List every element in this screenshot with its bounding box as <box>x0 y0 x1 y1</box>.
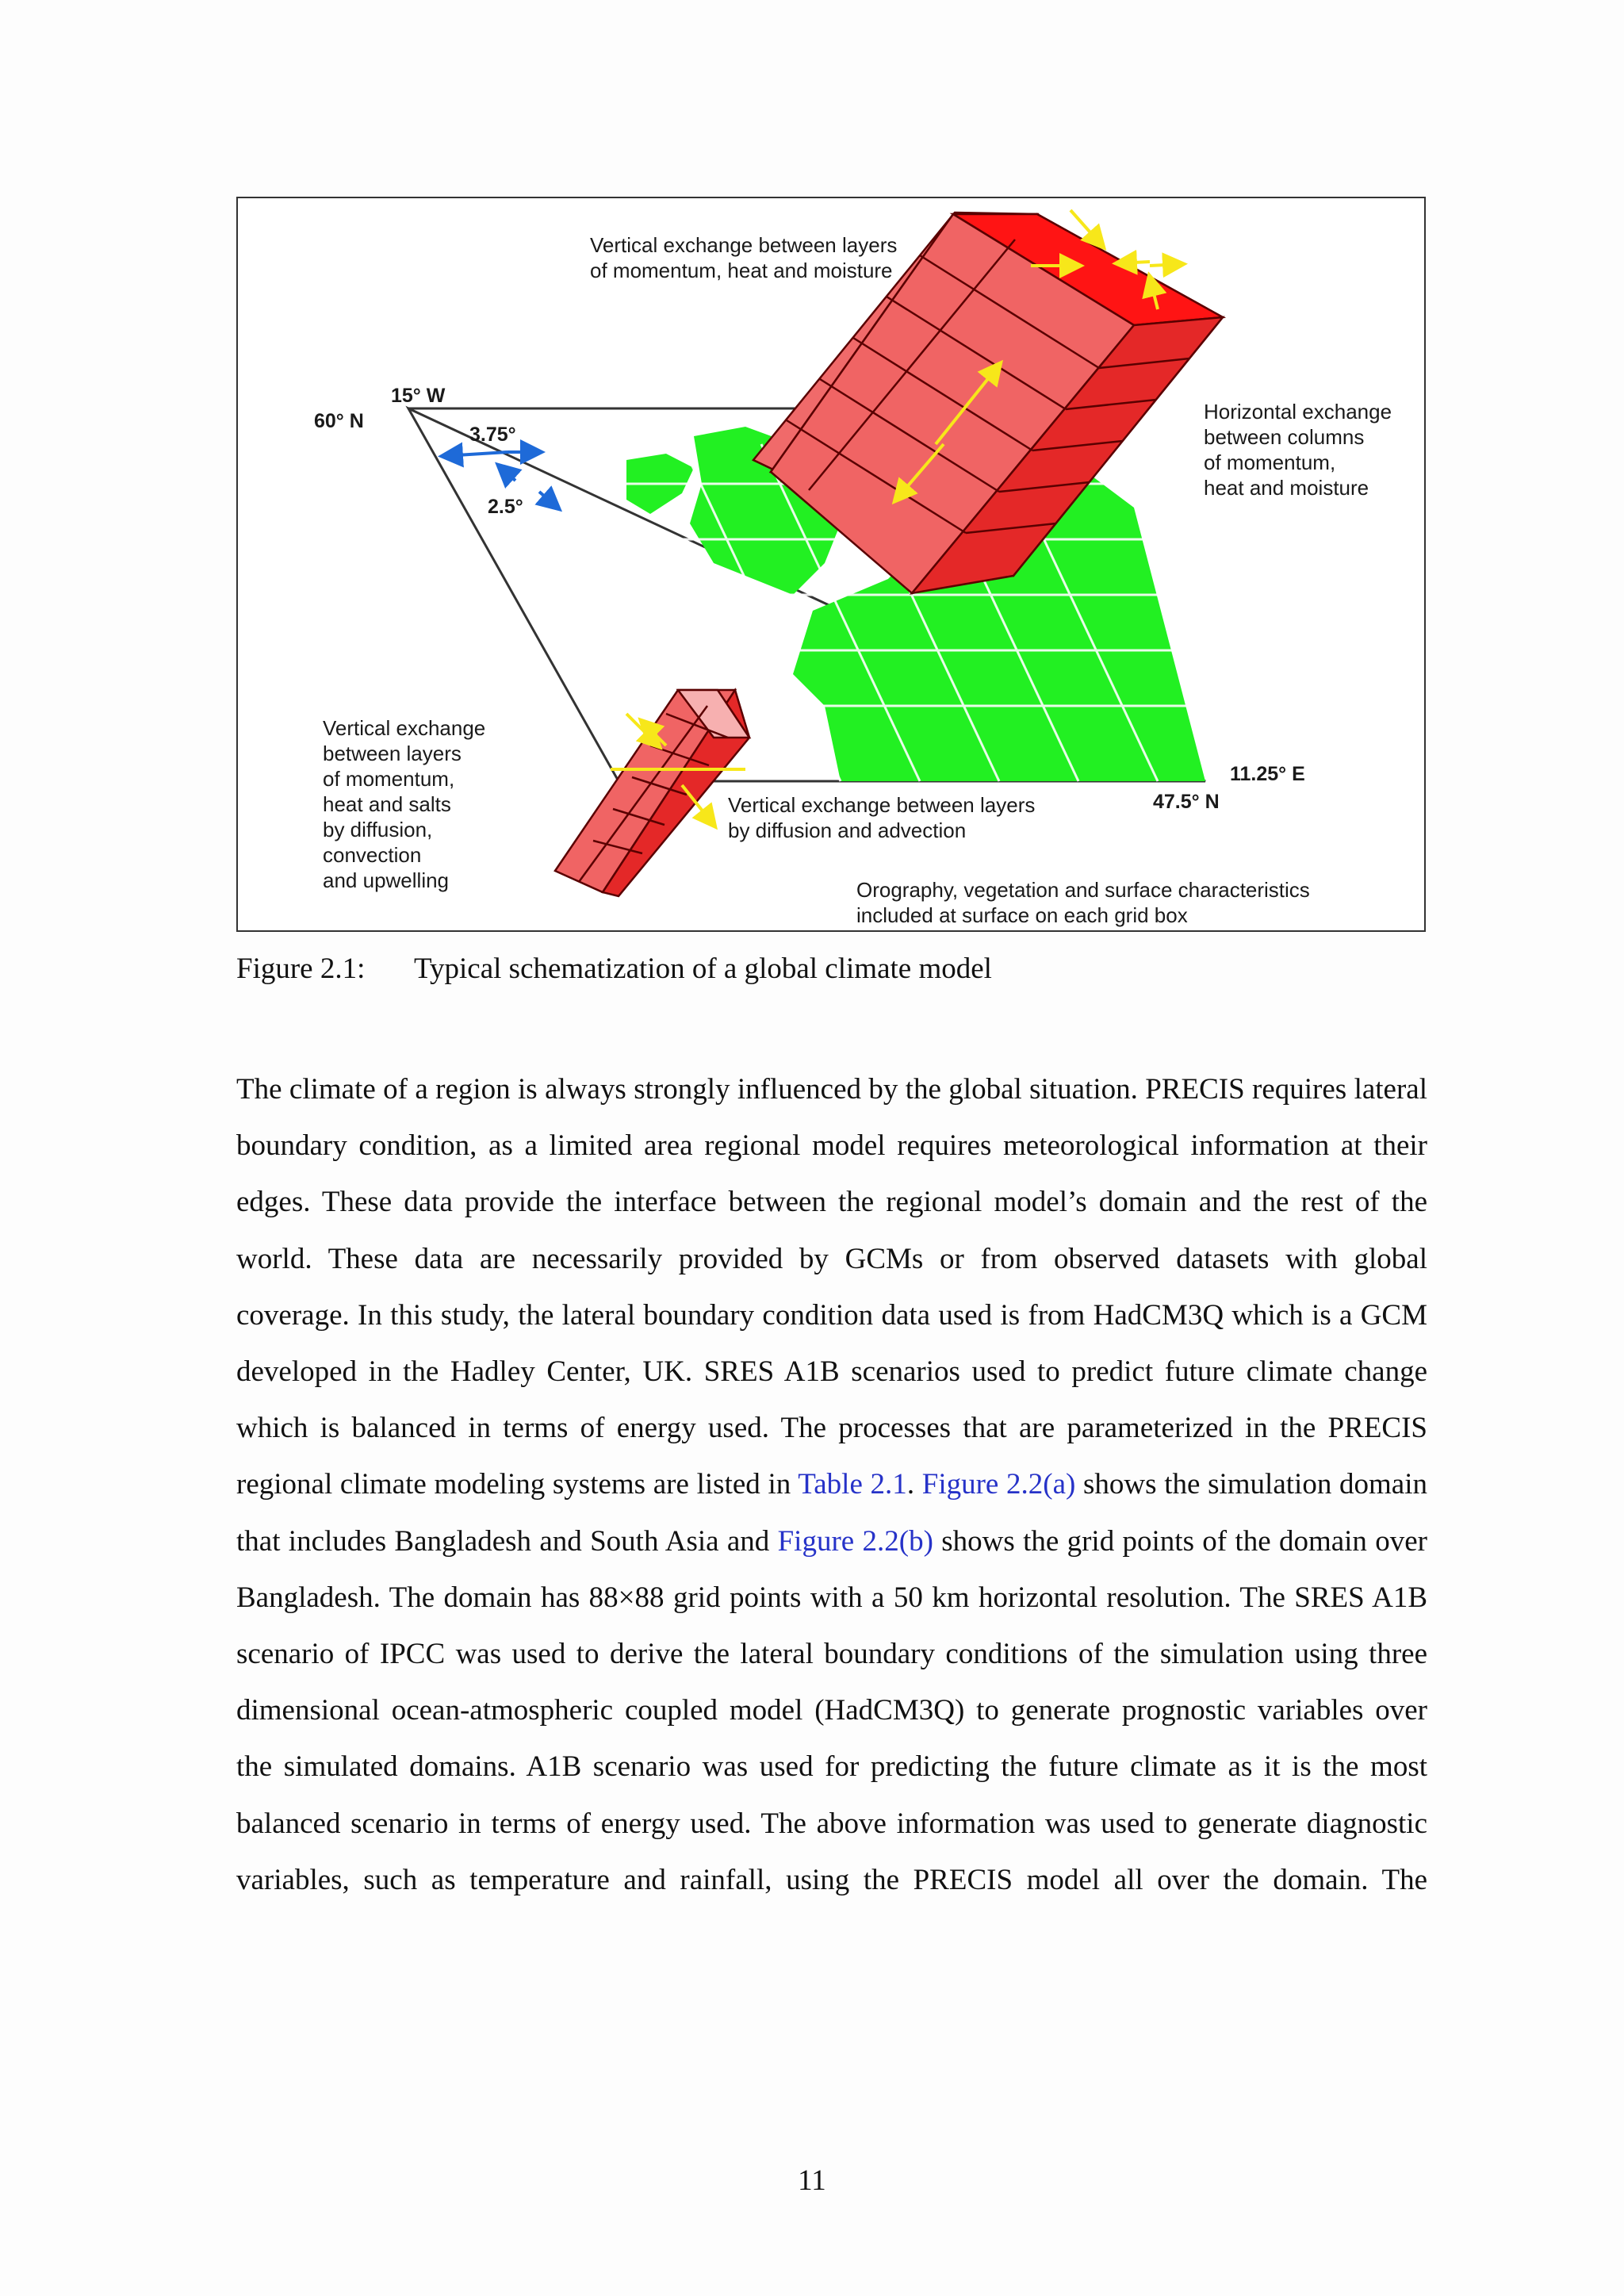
coord-dx: 3.75° <box>469 424 516 446</box>
coord-lat-north: 60° N <box>314 410 364 432</box>
figure-2-1 <box>236 197 1426 932</box>
label-vertical-exchange-diffusion: Vertical exchange between layers by diffusion and advection <box>728 793 1036 842</box>
label-vertical-exchange-atmosphere: Vertical exchange between layers of momentum, heat and moisture <box>590 233 898 282</box>
body-text-2: . <box>906 1468 922 1501</box>
coord-lon-east: 11.25° E <box>1230 763 1305 785</box>
page-number: 11 <box>798 2164 826 2197</box>
link-figure-2-2a[interactable]: Figure 2.2(a) <box>921 1468 1076 1501</box>
body-text-4: shows the grid points of the domain over Bangladesh. The domain has 88×88 grid points with a 50 km horizontal resolution. The SRES A1B scenario of IPCC was used to derive the lateral boundary conditions of the simulation using three dimensional ocean-atmospheric coupled model (HadCM3Q) to generate prognostic variables over the simulated domains. A1B scenario was used for predicting the future climate as it is the most balanced scenario in terms of energy used. The above information was used to generate diagnostic variables, such as temperature and rainfall, using the PRECIS model all over the domain. The <box>236 1524 1427 1896</box>
body-text-1: The climate of a region is always strongly influenced by the global situation. PRECIS requires lateral boundary condition, as a limited area regional model requires meteorological information at their edges. These data provide the interface between the regional model’s domain and the rest of the world. These data are necessarily provided by GCMs or from observed datasets with global coverage. In this study, the lateral boundary condition data used is from HadCM3Q which is a GCM developed in the Hadley Center, UK. SRES A1B scenarios used to predict future climate change which is balanced in terms of energy used. The processes that are parameterized in the PRECIS regional climate modeling systems are listed in <box>236 1073 1427 1501</box>
caption-number: Figure 2.1: <box>236 953 366 985</box>
coord-dy: 2.5° <box>488 496 523 518</box>
coord-lat-south: 47.5° N <box>1153 791 1220 813</box>
label-vertical-exchange-ocean: Vertical exchange between layers of momentum, heat and salts by diffusion, convection and upwelling <box>323 716 486 892</box>
body-paragraph <box>236 1061 1427 1908</box>
label-orography: Orography, vegetation and surface characteristics included at surface on each grid box <box>856 878 1310 927</box>
caption-text: Typical schematization of a global climate model <box>414 953 992 985</box>
label-horizontal-exchange: Horizontal exchange between columns of momentum, heat and moisture <box>1204 400 1392 500</box>
coord-lon-west: 15° W <box>391 385 446 407</box>
link-table-2-1[interactable]: Table 2.1 <box>798 1468 907 1501</box>
link-figure-2-2b[interactable]: Figure 2.2(b) <box>777 1524 933 1558</box>
body-text-3: shows the simulation domain that includes Bangladesh and South Asia and <box>236 1468 1427 1558</box>
figure-caption <box>236 952 992 986</box>
